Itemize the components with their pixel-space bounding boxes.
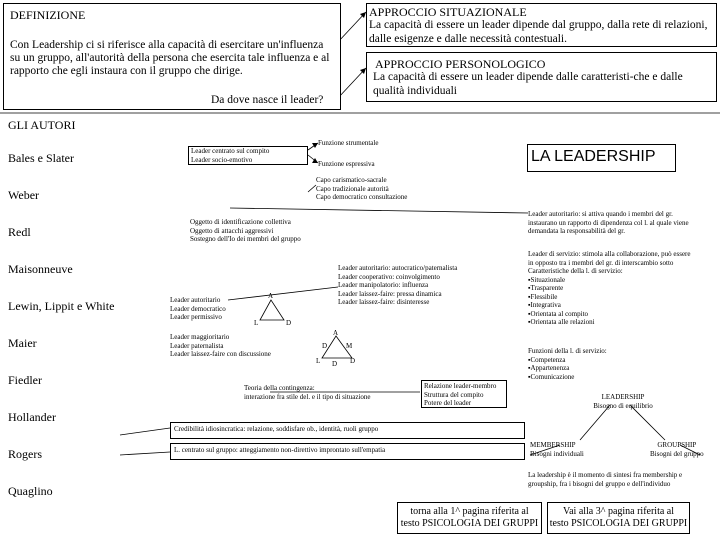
author-maisonneuve: Maisonneuve bbox=[8, 262, 73, 276]
right-line: instaurano un rapporto di dipendenza col l. al quale viene bbox=[528, 218, 689, 227]
membership-title: MEMBERSHIP bbox=[530, 441, 576, 449]
right-bullet: ▪Integrativa bbox=[528, 301, 561, 309]
redl-item: Oggetto di attacchi aggressivi bbox=[190, 226, 274, 235]
maier-tri-br: D bbox=[350, 357, 356, 365]
right-line: Leader autoritario: si attiva quando i membri del gr. bbox=[528, 210, 673, 218]
author-hollander: Hollander bbox=[8, 410, 56, 424]
hollander-box bbox=[170, 422, 525, 439]
definizione-question: Da dove nasce il leader? bbox=[211, 94, 324, 106]
maisonneuve-item: Leader manipolatorio: influenza bbox=[338, 281, 429, 289]
maier-tri-left: D bbox=[322, 342, 328, 350]
right-line: demandata la responsabilità del gr. bbox=[528, 227, 625, 235]
lewin-tri-left: L bbox=[254, 319, 259, 327]
rogers-text: L. centrato sul gruppo: atteggiamento non-direttivo improntato sull'empatia bbox=[174, 446, 386, 454]
redl-item: Sostegno dell'Io dei membri del gruppo bbox=[190, 235, 301, 243]
author-maier: Maier bbox=[8, 336, 37, 350]
back-button-line: torna alla 1^ pagina riferita al bbox=[410, 506, 529, 517]
bales-funzione-strumentale: Funzione strumentale bbox=[318, 139, 379, 147]
right-bullet: ▪Trasparente bbox=[528, 284, 564, 292]
main-title-box bbox=[527, 144, 676, 172]
lewin-item: Leader autoritario bbox=[170, 296, 221, 304]
maier-item: Leader maggioritario bbox=[170, 333, 230, 341]
forward-button[interactable] bbox=[547, 502, 690, 534]
fiedler-box bbox=[421, 380, 507, 408]
definizione-box bbox=[3, 3, 341, 110]
back-button-line: testo PSICOLOGIA DEI GRUPPI bbox=[400, 518, 539, 529]
author-weber: Weber bbox=[8, 188, 40, 202]
redl-item: Oggetto di identificazione collettiva bbox=[190, 218, 291, 226]
bales-item: Leader centrato sul compito bbox=[191, 147, 270, 155]
maier-list bbox=[170, 333, 271, 359]
author-lewin: Lewin, Lippit e White bbox=[8, 299, 115, 313]
personologico-title: APPROCCIO PERSONOLOGICO bbox=[375, 57, 546, 71]
back-button[interactable] bbox=[397, 502, 542, 534]
membership bbox=[530, 441, 584, 458]
right-autoritario bbox=[528, 210, 689, 236]
maier-item: Leader laissez-faire con discussione bbox=[170, 350, 271, 358]
bales-box bbox=[188, 146, 308, 165]
maisonneuve-list bbox=[338, 264, 457, 307]
author-rogers: Rogers bbox=[8, 447, 42, 461]
lewin-list bbox=[170, 296, 226, 322]
right-bullet: ▪Orientata al compito bbox=[528, 309, 589, 318]
maier-tri-bm: D bbox=[332, 360, 338, 368]
maier-tri-right: M bbox=[346, 342, 353, 350]
fiedler-factor: Relazione leader-membro bbox=[424, 382, 497, 390]
conclusione-line: groupship, fra i bisogni del gruppo e dell'individuo bbox=[528, 479, 671, 488]
fiedler-line: Teoria della contingenza: bbox=[244, 384, 315, 392]
right-line: Leader di servizio: stimola alla collaborazione, può essere bbox=[528, 250, 691, 258]
right-bullet: ▪Situazionale bbox=[528, 275, 566, 284]
right-line: Caratteristiche della l. di servizio: bbox=[528, 267, 623, 275]
autori-title: GLI AUTORI bbox=[8, 118, 76, 132]
right-bullet: ▪Flessibile bbox=[528, 292, 558, 301]
leadership-eq-title: LEADERSHIP bbox=[601, 393, 645, 401]
fiedler-text bbox=[244, 384, 371, 401]
definizione-title: DEFINIZIONE bbox=[10, 8, 86, 22]
weber-item: Capo carismatico-sacrale bbox=[316, 176, 387, 184]
maier-tri-bl: L bbox=[316, 357, 321, 365]
maier-item: Leader paternalista bbox=[170, 341, 224, 350]
right-bullet: ▪Appartenenza bbox=[528, 364, 570, 372]
right-funzioni-title: Funzioni della l. di servizio: bbox=[528, 347, 607, 355]
weber-item: Capo democratico consultazione bbox=[316, 193, 408, 201]
author-fiedler: Fiedler bbox=[8, 373, 42, 387]
right-bullet: ▪Competenza bbox=[528, 355, 566, 364]
lewin-triangle bbox=[260, 300, 284, 320]
right-line: in opposto tra i membri del gr. di interscambio sotto bbox=[528, 258, 674, 267]
right-bullet: ▪Comunicazione bbox=[528, 372, 575, 381]
maier-tri-top: A bbox=[333, 329, 339, 337]
lewin-tri-top: A bbox=[268, 292, 274, 300]
situazionale-box bbox=[366, 3, 717, 47]
maisonneuve-item: Leader laissez-faire: pressa dinamica bbox=[338, 289, 442, 298]
conclusione bbox=[528, 471, 682, 488]
weber-list bbox=[316, 176, 407, 202]
author-quaglino: Quaglino bbox=[8, 484, 53, 498]
personologico-box bbox=[366, 52, 717, 102]
maisonneuve-item: Leader autoritario: autocratico/paternalista bbox=[338, 264, 458, 272]
hollander-text: Credibilità idiosincratica: relazione, soddisfare ob., identità, ruoli gruppo bbox=[174, 425, 379, 433]
fiedler-line: interazione fra stile del. e il tipo di situazione bbox=[244, 392, 371, 401]
lewin-tri-right: D bbox=[286, 319, 292, 327]
redl-list bbox=[190, 218, 301, 244]
right-funzioni bbox=[528, 347, 607, 381]
forward-button-line: Vai alla 3^ pagina riferita al bbox=[562, 506, 675, 517]
bales-funzione-espressiva: Funzione espressiva bbox=[318, 160, 375, 168]
rogers-box bbox=[170, 443, 525, 460]
groupship-sub: Bisogni del gruppo bbox=[650, 449, 704, 458]
personologico-body: La capacità di essere un leader dipende dalle caratteristi-che e dalle qualità individuali bbox=[373, 71, 683, 97]
author-redl: Redl bbox=[8, 225, 31, 239]
fiedler-factor: Struttura del compito bbox=[424, 390, 484, 399]
maisonneuve-item: Leader laissez-faire: disinteresse bbox=[338, 298, 430, 306]
groupship-title: GROUPSHIP bbox=[657, 441, 697, 449]
main-title: LA LEADERSHIP bbox=[531, 148, 656, 165]
leadership-equilibrio bbox=[588, 393, 658, 410]
lewin-item: Leader permissivo bbox=[170, 313, 222, 321]
weber-item: Capo tradizionale autorità bbox=[316, 184, 389, 193]
leadership-eq-sub: Bisogno di equilibrio bbox=[593, 401, 653, 410]
right-bullet: ▪Orientata alle relazioni bbox=[528, 318, 595, 326]
definizione-body: Con Leadership ci si riferisce alla capacità di esercitare un'influenza su un gruppo, all'autorità della persona che esercita tale influenza e al rapporto che egli instaura con il gruppo che dirige. bbox=[10, 39, 330, 77]
bales-item: Leader socio-emotivo bbox=[191, 155, 253, 164]
author-bales: Bales e Slater bbox=[8, 151, 74, 165]
right-servizio bbox=[528, 250, 691, 327]
fiedler-factor: Potere del leader bbox=[424, 399, 472, 407]
membership-sub: Bisogni individuali bbox=[530, 449, 584, 458]
maisonneuve-item: Leader cooperativo: coinvolgimento bbox=[338, 272, 440, 281]
situazionale-body: La capacità di essere un leader dipende dal gruppo, dalla rete di relazioni, dalle esigenze e dalle necessità contestuali. bbox=[369, 19, 708, 45]
conclusione-line: La leadership è il momento di sintesi fra membership e bbox=[528, 471, 683, 479]
lewin-item: Leader democratico bbox=[170, 304, 226, 313]
forward-button-line: testo PSICOLOGIA DEI GRUPPI bbox=[549, 518, 688, 529]
situazionale-title: APPROCCIO SITUAZIONALE bbox=[369, 5, 527, 19]
groupship bbox=[650, 441, 704, 458]
